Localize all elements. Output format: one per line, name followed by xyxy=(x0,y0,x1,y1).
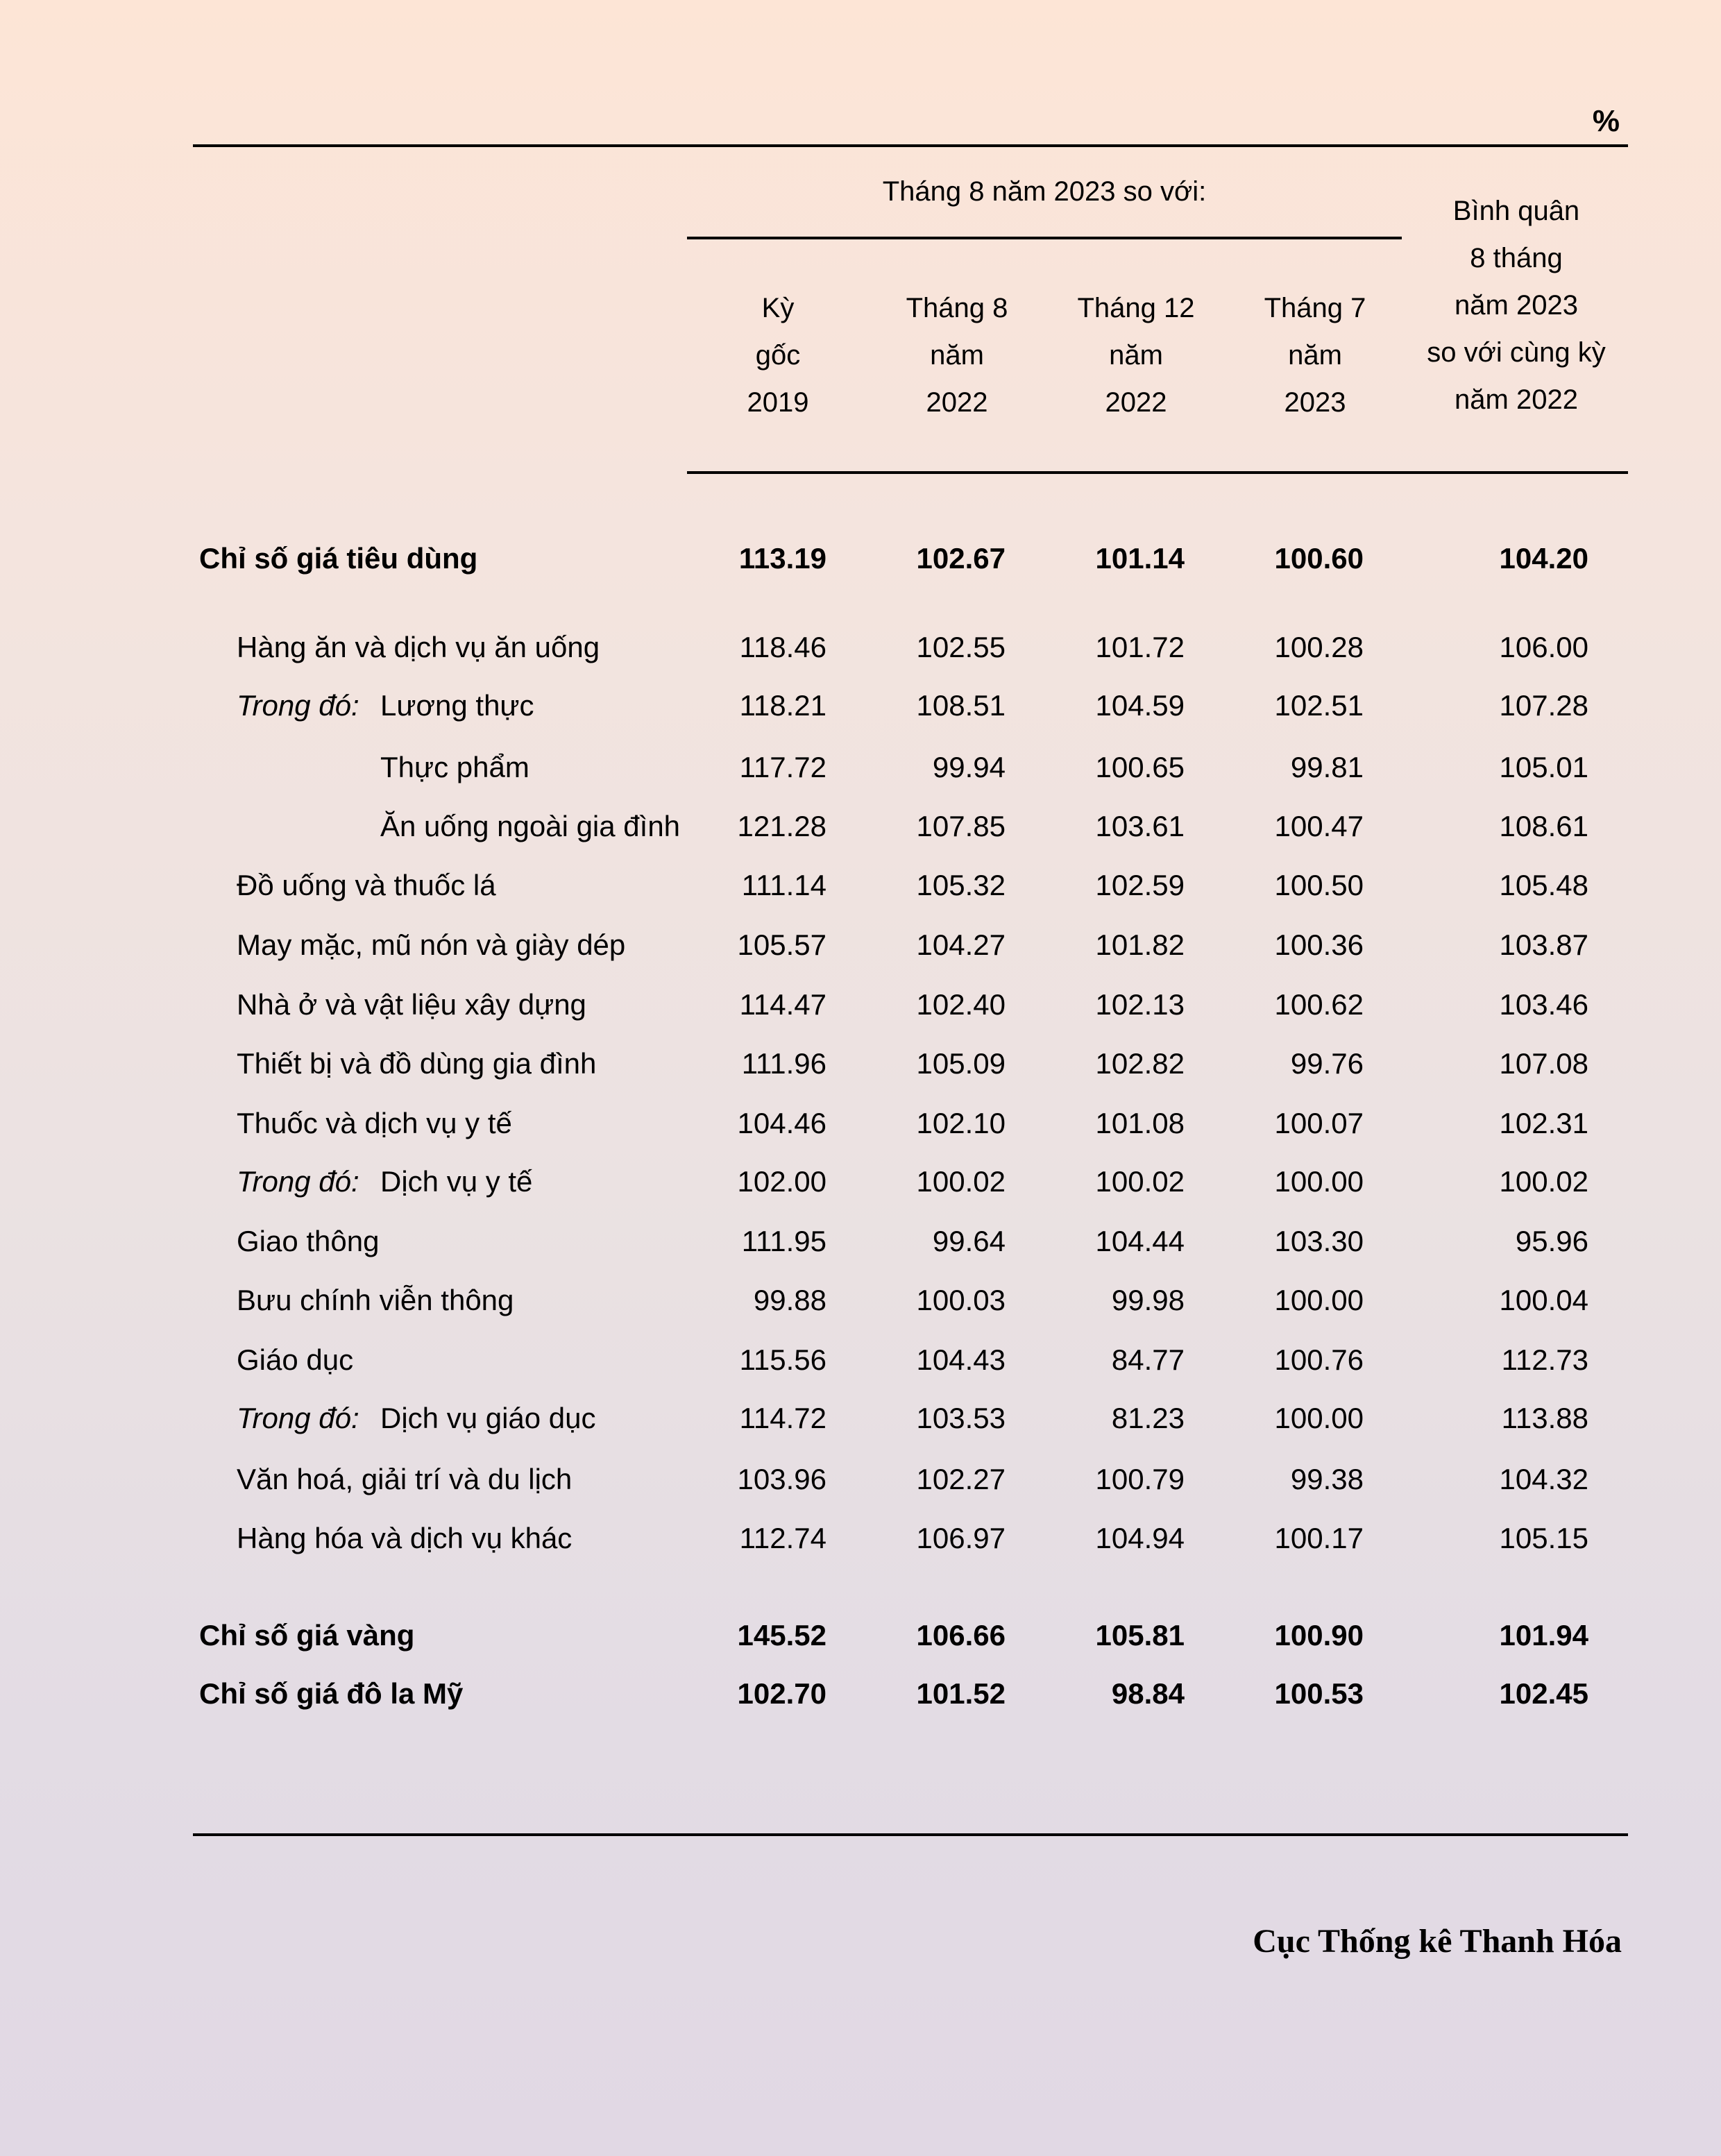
row-value: 112.74 xyxy=(739,1522,826,1554)
table-row xyxy=(0,1670,1721,1718)
row-value: 99.38 xyxy=(1290,1463,1364,1495)
row-value: 100.79 xyxy=(1095,1463,1185,1495)
table-row xyxy=(0,1217,1721,1266)
row-value: 103.96 xyxy=(737,1463,826,1495)
row-value: 104.27 xyxy=(916,928,1006,961)
row-value: 145.52 xyxy=(737,1619,826,1652)
row-label: Thuốc và dịch vụ y tế xyxy=(237,1107,512,1139)
row-value: 100.28 xyxy=(1274,631,1364,663)
column-header-line: so với cùng kỳ xyxy=(1427,337,1606,368)
row-value: 100.00 xyxy=(1274,1165,1364,1198)
row-label: Bưu chính viễn thông xyxy=(237,1284,514,1316)
row-value: 102.10 xyxy=(916,1107,1006,1139)
column-header xyxy=(695,285,861,426)
table-row xyxy=(0,681,1721,730)
row-value: 101.52 xyxy=(916,1677,1006,1710)
row-value: 100.47 xyxy=(1274,810,1364,842)
row-value: 100.53 xyxy=(1274,1677,1364,1710)
row-value: 106.66 xyxy=(916,1619,1006,1652)
row-value: 112.73 xyxy=(1501,1343,1588,1376)
row-label: Chỉ số giá tiêu dùng xyxy=(199,542,478,575)
row-value: 111.14 xyxy=(741,869,826,901)
table-row xyxy=(0,1514,1721,1563)
row-value: 102.82 xyxy=(1095,1047,1185,1080)
row-value: 115.56 xyxy=(739,1343,826,1376)
row-value: 114.47 xyxy=(739,988,826,1021)
table-row xyxy=(0,743,1721,792)
table-row xyxy=(0,1157,1721,1206)
row-value: 105.81 xyxy=(1095,1619,1185,1652)
row-value: 99.81 xyxy=(1290,751,1364,783)
row-label: Nhà ở và vật liệu xây dựng xyxy=(237,988,586,1021)
row-value: 102.31 xyxy=(1499,1107,1588,1139)
row-value: 107.08 xyxy=(1499,1047,1588,1080)
row-value: 100.02 xyxy=(1499,1165,1588,1198)
row-value: 107.85 xyxy=(916,810,1006,842)
row-value: 100.07 xyxy=(1274,1107,1364,1139)
row-value: 102.51 xyxy=(1274,689,1364,722)
row-value: 105.32 xyxy=(916,869,1006,901)
row-value: 102.13 xyxy=(1095,988,1185,1021)
row-value: 104.59 xyxy=(1095,689,1185,722)
table-top-rule xyxy=(193,144,1628,147)
row-value: 100.36 xyxy=(1274,928,1364,961)
row-label: Chỉ số giá vàng xyxy=(199,1619,415,1652)
row-value: 100.60 xyxy=(1274,542,1364,575)
row-value: 114.72 xyxy=(739,1402,826,1434)
row-label: Thực phẩm xyxy=(380,751,529,783)
row-value: 118.46 xyxy=(739,631,826,663)
row-value: 100.17 xyxy=(1274,1522,1364,1554)
row-value: 81.23 xyxy=(1111,1402,1185,1434)
table-row xyxy=(0,1455,1721,1504)
row-value: 101.72 xyxy=(1095,631,1185,663)
row-label: Giao thông xyxy=(237,1225,380,1257)
row-value: 104.44 xyxy=(1095,1225,1185,1257)
row-value: 100.90 xyxy=(1274,1619,1364,1652)
row-value: 108.61 xyxy=(1499,810,1588,842)
group-header-title: Tháng 8 năm 2023 so với: xyxy=(882,176,1207,207)
table-row xyxy=(0,534,1721,583)
row-value: 111.95 xyxy=(741,1225,826,1257)
row-value: 100.00 xyxy=(1274,1284,1364,1316)
table-row xyxy=(0,1394,1721,1443)
row-value: 108.51 xyxy=(916,689,1006,722)
row-label: Giáo dục xyxy=(237,1343,354,1376)
row-value: 105.09 xyxy=(916,1047,1006,1080)
row-value: 103.53 xyxy=(916,1402,1006,1434)
row-value: 105.57 xyxy=(737,928,826,961)
column-header-line: năm xyxy=(1288,340,1342,371)
table-row xyxy=(0,1336,1721,1384)
row-value: 102.55 xyxy=(916,631,1006,663)
header-bottom-rule xyxy=(687,471,1628,474)
row-value: 103.30 xyxy=(1274,1225,1364,1257)
row-value: 111.96 xyxy=(741,1047,826,1080)
row-value: 121.28 xyxy=(737,810,826,842)
column-header-line: năm xyxy=(930,340,984,371)
row-value: 107.28 xyxy=(1499,689,1588,722)
column-header-line: 2019 xyxy=(747,387,809,418)
row-value: 100.50 xyxy=(1274,869,1364,901)
column-header xyxy=(1232,285,1398,426)
column-header-line: gốc xyxy=(755,340,801,371)
row-value: 106.00 xyxy=(1499,631,1588,663)
row-value: 100.00 xyxy=(1274,1402,1364,1434)
table-row xyxy=(0,1099,1721,1148)
row-value: 99.88 xyxy=(753,1284,826,1316)
row-value: 99.64 xyxy=(932,1225,1006,1257)
table-row xyxy=(0,802,1721,851)
row-value: 113.88 xyxy=(1501,1402,1588,1434)
row-label: Hàng ăn và dịch vụ ăn uống xyxy=(237,631,600,663)
row-value: 103.46 xyxy=(1499,988,1588,1021)
column-header-line: năm 2023 xyxy=(1455,290,1578,321)
row-value: 102.27 xyxy=(916,1463,1006,1495)
row-value: 102.45 xyxy=(1499,1677,1588,1710)
column-header-line: năm xyxy=(1109,340,1163,371)
row-value: 104.20 xyxy=(1499,542,1588,575)
row-value: 99.98 xyxy=(1111,1284,1185,1316)
column-header-line: Tháng 8 xyxy=(906,293,1008,323)
row-value: 103.61 xyxy=(1095,810,1185,842)
row-value: 99.94 xyxy=(932,751,1006,783)
row-label: Chỉ số giá đô la Mỹ xyxy=(199,1677,464,1710)
row-value: 104.46 xyxy=(737,1107,826,1139)
row-value: 101.82 xyxy=(1095,928,1185,961)
row-value: 100.62 xyxy=(1274,988,1364,1021)
table-row xyxy=(0,1611,1721,1660)
row-value: 84.77 xyxy=(1111,1343,1185,1376)
row-value: 100.02 xyxy=(1095,1165,1185,1198)
row-value: 113.19 xyxy=(738,542,826,575)
row-value: 99.76 xyxy=(1290,1047,1364,1080)
row-value: 102.67 xyxy=(916,542,1006,575)
row-value: 101.08 xyxy=(1095,1107,1185,1139)
column-header xyxy=(1053,285,1219,426)
row-value: 105.15 xyxy=(1499,1522,1588,1554)
column-header-average xyxy=(1409,187,1624,423)
table-row xyxy=(0,1039,1721,1088)
row-value: 101.94 xyxy=(1499,1619,1588,1652)
row-label: Hàng hóa và dịch vụ khác xyxy=(237,1522,573,1554)
row-value: 100.03 xyxy=(916,1284,1006,1316)
row-prefix: Trong đó: xyxy=(237,689,359,722)
row-value: 105.48 xyxy=(1499,869,1588,901)
source-note: Cục Thống kê Thanh Hóa xyxy=(1253,1923,1622,1960)
row-label: Dịch vụ y tế xyxy=(380,1165,533,1198)
row-value: 118.21 xyxy=(739,689,826,722)
row-value: 105.01 xyxy=(1499,751,1588,783)
row-label: Ăn uống ngoài gia đình xyxy=(380,810,681,842)
column-header xyxy=(874,285,1040,426)
group-header xyxy=(687,168,1402,215)
row-prefix: Trong đó: xyxy=(237,1402,359,1434)
table-row xyxy=(0,981,1721,1029)
row-value: 102.59 xyxy=(1095,869,1185,901)
group-header-rule xyxy=(687,237,1402,239)
table-row xyxy=(0,623,1721,672)
row-prefix: Trong đó: xyxy=(237,1165,359,1198)
row-value: 100.65 xyxy=(1095,751,1185,783)
row-label: Đồ uống và thuốc lá xyxy=(237,869,496,901)
row-value: 102.70 xyxy=(737,1677,826,1710)
column-header-line: 2022 xyxy=(926,387,988,418)
row-value: 102.40 xyxy=(916,988,1006,1021)
table-row xyxy=(0,921,1721,969)
table-bottom-rule xyxy=(193,1833,1628,1836)
table-row xyxy=(0,861,1721,910)
column-header-line: 8 tháng xyxy=(1470,243,1563,273)
row-label: May mặc, mũ nón và giày dép xyxy=(237,928,626,961)
row-value: 106.97 xyxy=(916,1522,1006,1554)
row-value: 95.96 xyxy=(1515,1225,1588,1257)
row-value: 100.76 xyxy=(1274,1343,1364,1376)
row-label: Thiết bị và đồ dùng gia đình xyxy=(237,1047,597,1080)
column-header-line: 2022 xyxy=(1105,387,1167,418)
row-value: 98.84 xyxy=(1111,1677,1185,1710)
unit-label: % xyxy=(1592,104,1620,138)
row-value: 100.02 xyxy=(916,1165,1006,1198)
column-header-line: Tháng 12 xyxy=(1077,293,1195,323)
row-value: 100.04 xyxy=(1499,1284,1588,1316)
column-header-line: Bình quân xyxy=(1452,196,1580,226)
table-row xyxy=(0,1276,1721,1325)
column-header-line: năm 2022 xyxy=(1455,384,1578,415)
row-value: 104.32 xyxy=(1499,1463,1588,1495)
row-label: Lương thực xyxy=(380,689,534,722)
row-label: Văn hoá, giải trí và du lịch xyxy=(237,1463,573,1495)
row-value: 103.87 xyxy=(1499,928,1588,961)
column-header-line: 2023 xyxy=(1284,387,1346,418)
row-value: 102.00 xyxy=(737,1165,826,1198)
row-value: 101.14 xyxy=(1095,542,1185,575)
column-header-line: Tháng 7 xyxy=(1264,293,1366,323)
row-value: 117.72 xyxy=(739,751,826,783)
row-value: 104.43 xyxy=(916,1343,1006,1376)
row-label: Dịch vụ giáo dục xyxy=(380,1402,596,1434)
row-value: 104.94 xyxy=(1095,1522,1185,1554)
column-header-line: Kỳ xyxy=(761,293,795,323)
